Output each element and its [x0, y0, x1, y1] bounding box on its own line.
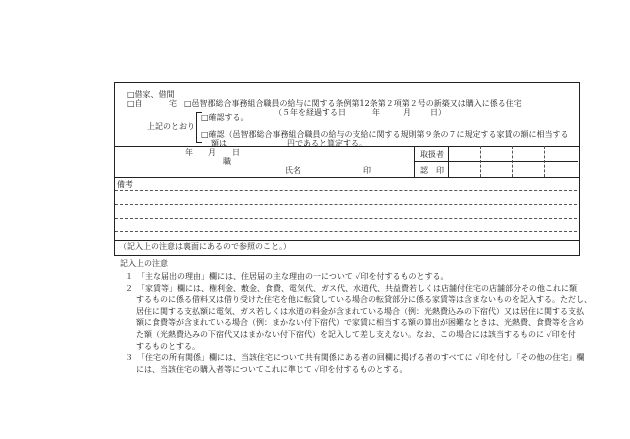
remarks-note: （記入上の注意は裏面にあるので参照のこと。）	[119, 242, 291, 251]
note-1: １ 「主な届出の理由」欄には、住居届の主な理由の一について ✓印を付するものとする。	[125, 272, 449, 281]
remarks-line-1	[115, 190, 577, 191]
option-own-house: □自	[127, 99, 143, 108]
option-new-purchase: □邑智郡総合事務組合職員の給与に関する条例第12条第２項第２号の新築又は購入に係る住宅	[184, 99, 522, 108]
note-2-line-2: するものに係る借料又は借り受けた住宅を他に転貸している場合の転貸部分に係る家賃等は含まないものを記入する。ただし、	[136, 295, 592, 305]
name-label: 氏名	[285, 166, 301, 175]
handler-grid-col-2	[512, 146, 513, 177]
note-3-line-1: ３ 「住宅の所有関係」欄には、当該住宅について共有関係にある者の回欄に掲げる者のすべてに ✓印を付し「その他の住宅」欄	[125, 353, 585, 363]
remarks-line-3	[115, 218, 577, 219]
note-3-line-2: には、当該住宅の購入者等についてこれに準じて ✓印を付するものとする。	[136, 364, 408, 374]
post-label: 職	[223, 157, 231, 166]
note-2-line-5: た額（光熱費込みの下宿代又はまかない付下宿代）を記入して差し支えない。なお、この場合には該当するものに ✓印を付	[136, 329, 576, 339]
handler-grid-center	[414, 161, 578, 162]
option-own-house-suffix: 宅	[169, 99, 177, 108]
rent-amount-label: 額は	[211, 139, 227, 148]
notes-list	[125, 271, 592, 375]
notes-heading: 記入上の注意	[120, 259, 168, 268]
note-2-line-4: 額に食費等が含まれている場合（例：まかない付下宿代）で家賃に相当する額の算出が困難なときは、光熱費、食費等を含め	[136, 318, 584, 328]
option-rented: □借家、借間	[127, 90, 175, 99]
five-year-expiry-day: 日）	[430, 108, 446, 117]
remarks-bottom	[114, 240, 580, 241]
remarks-label: 備考	[117, 180, 133, 189]
date-month: 月	[208, 148, 216, 157]
five-year-expiry: （５年を経過する日	[274, 108, 346, 117]
five-year-expiry-month: 月	[403, 108, 411, 117]
date-year: 年	[185, 148, 193, 157]
remarks-line-2	[115, 204, 577, 205]
handler-grid-col-1	[480, 146, 481, 177]
five-year-expiry-year: 年	[372, 108, 380, 117]
handler-grid-col-3	[544, 146, 545, 177]
note-2-line-1: ２ 「家賃等」欄には、権利金、敷金、食費、電気代、ガス代、水道代、共益費若しくは店舗付住宅の店舗部分その他これに類	[125, 283, 577, 293]
handler-label: 取扱者	[420, 150, 444, 159]
note-2-line-3: 居住に関する支払額に電気、ガス若しくは水道の料金が含まれている場合（例：光熱費込みの下宿代）又は居住に関する支払	[136, 306, 584, 316]
remarks-line-4	[115, 231, 577, 232]
date-day: 日	[232, 148, 240, 157]
rule-signature-bottom	[114, 177, 580, 178]
rent-amount-suffix: 円であると算定する。	[287, 139, 367, 148]
confirm-option-2: □確認（邑智郡総合事務組合職員の給与の支給に関する規則第９条の７に規定する家賃の額に相当する	[201, 130, 569, 139]
handler-seal-label: 認 印	[420, 166, 444, 175]
confirm-label: 上記のとおり	[147, 122, 195, 131]
seal-mark: 印	[363, 166, 371, 175]
note-2-line-6: するものとする。	[136, 341, 200, 351]
notes-section	[120, 258, 168, 270]
confirm-option-1: □確認する。	[201, 113, 249, 122]
